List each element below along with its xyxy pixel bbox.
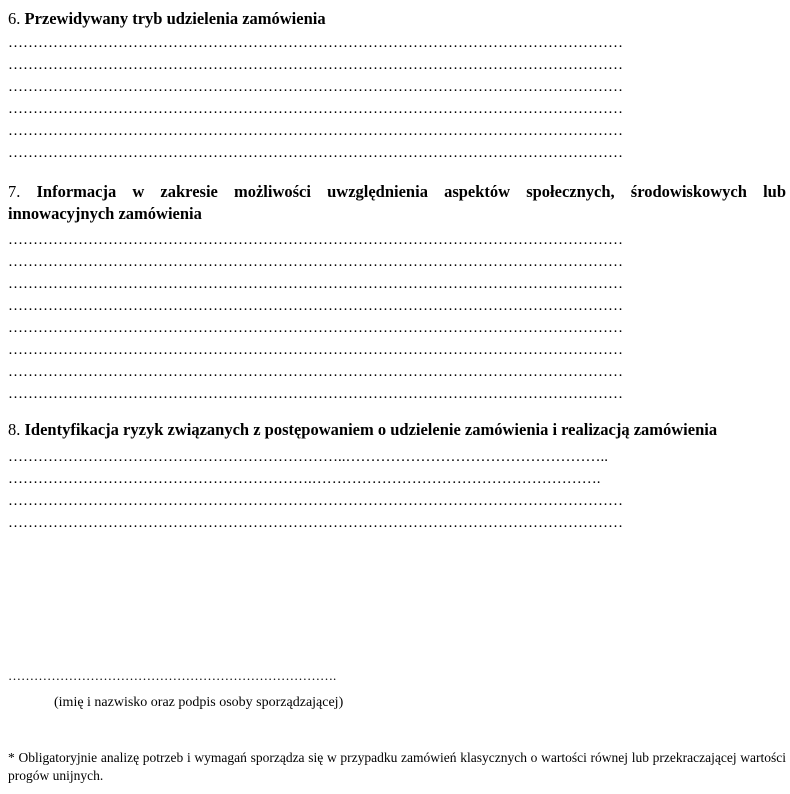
section-6 (8, 8, 786, 164)
dotted-line: …………………………………………………………………………………………………………… (8, 254, 623, 270)
dotted-line: …………………………………………………………………………………………………………… (8, 232, 623, 248)
dotted-line: …………………………………………………………………………………………………………… (8, 386, 623, 402)
dotted-line: …………………………………………………………………………………………………………… (8, 515, 623, 531)
section-8-heading (8, 419, 786, 441)
dotted-line: …………………………………………………………………………………………………………… (8, 79, 623, 95)
dotted-line: …………………………………………………….…………………………………………………. (8, 471, 601, 487)
signature-line: …………………………………………………………………. (8, 668, 337, 683)
dotted-line: …………………………………………………………………………………………………………… (8, 298, 623, 314)
section-6-title: Przewidywany tryb udzielenia zamówienia (24, 9, 326, 28)
dotted-line: …………………………………………………………………………………………………………… (8, 493, 623, 509)
dotted-line: …………………………………………………………………………………………………………… (8, 364, 623, 380)
section-7-number: 7. (8, 182, 21, 201)
dotted-line: …………………………………………………………………………………………………………… (8, 342, 623, 358)
dotted-line: …………………………………………………………………………………………………………… (8, 276, 623, 292)
section-6-number: 6. (8, 9, 21, 28)
dotted-line: …………………………………………………………..…………………………………………….. (8, 449, 608, 465)
dotted-line: …………………………………………………………………………………………………………… (8, 101, 623, 117)
section-7-title: Informacja w zakresie możliwości uwzględnienia aspektów społecznych, środowiskowych lub innowacyjnych zamówienia (8, 182, 787, 223)
dotted-line: …………………………………………………………………………………………………………… (8, 35, 623, 51)
dotted-line: …………………………………………………………………………………………………………… (8, 320, 623, 336)
section-8-number: 8. (8, 420, 21, 439)
section-7-answer-lines (8, 229, 786, 405)
section-7-heading (8, 181, 786, 225)
section-8 (8, 419, 786, 534)
section-7 (8, 181, 786, 405)
section-6-heading (8, 8, 786, 30)
section-8-title: Identyfikacja ryzyk związanych z postępowaniem o udzielenie zamówienia i realizacją zamówienia (24, 420, 718, 439)
dotted-line: …………………………………………………………………………………………………………… (8, 57, 623, 73)
signature-caption: (imię i nazwisko oraz podpis osoby sporządzającej) (54, 695, 344, 710)
section-8-answer-lines (8, 446, 786, 534)
section-6-answer-lines (8, 32, 786, 164)
dotted-line: …………………………………………………………………………………………………………… (8, 123, 623, 139)
footnote: * Obligatoryjnie analizę potrzeb i wymagań sporządza się w przypadku zamówień klasycznych o wartości równej lub przekraczającej wartości progów unijnych. (8, 750, 786, 783)
dotted-line: …………………………………………………………………………………………………………… (8, 145, 623, 161)
